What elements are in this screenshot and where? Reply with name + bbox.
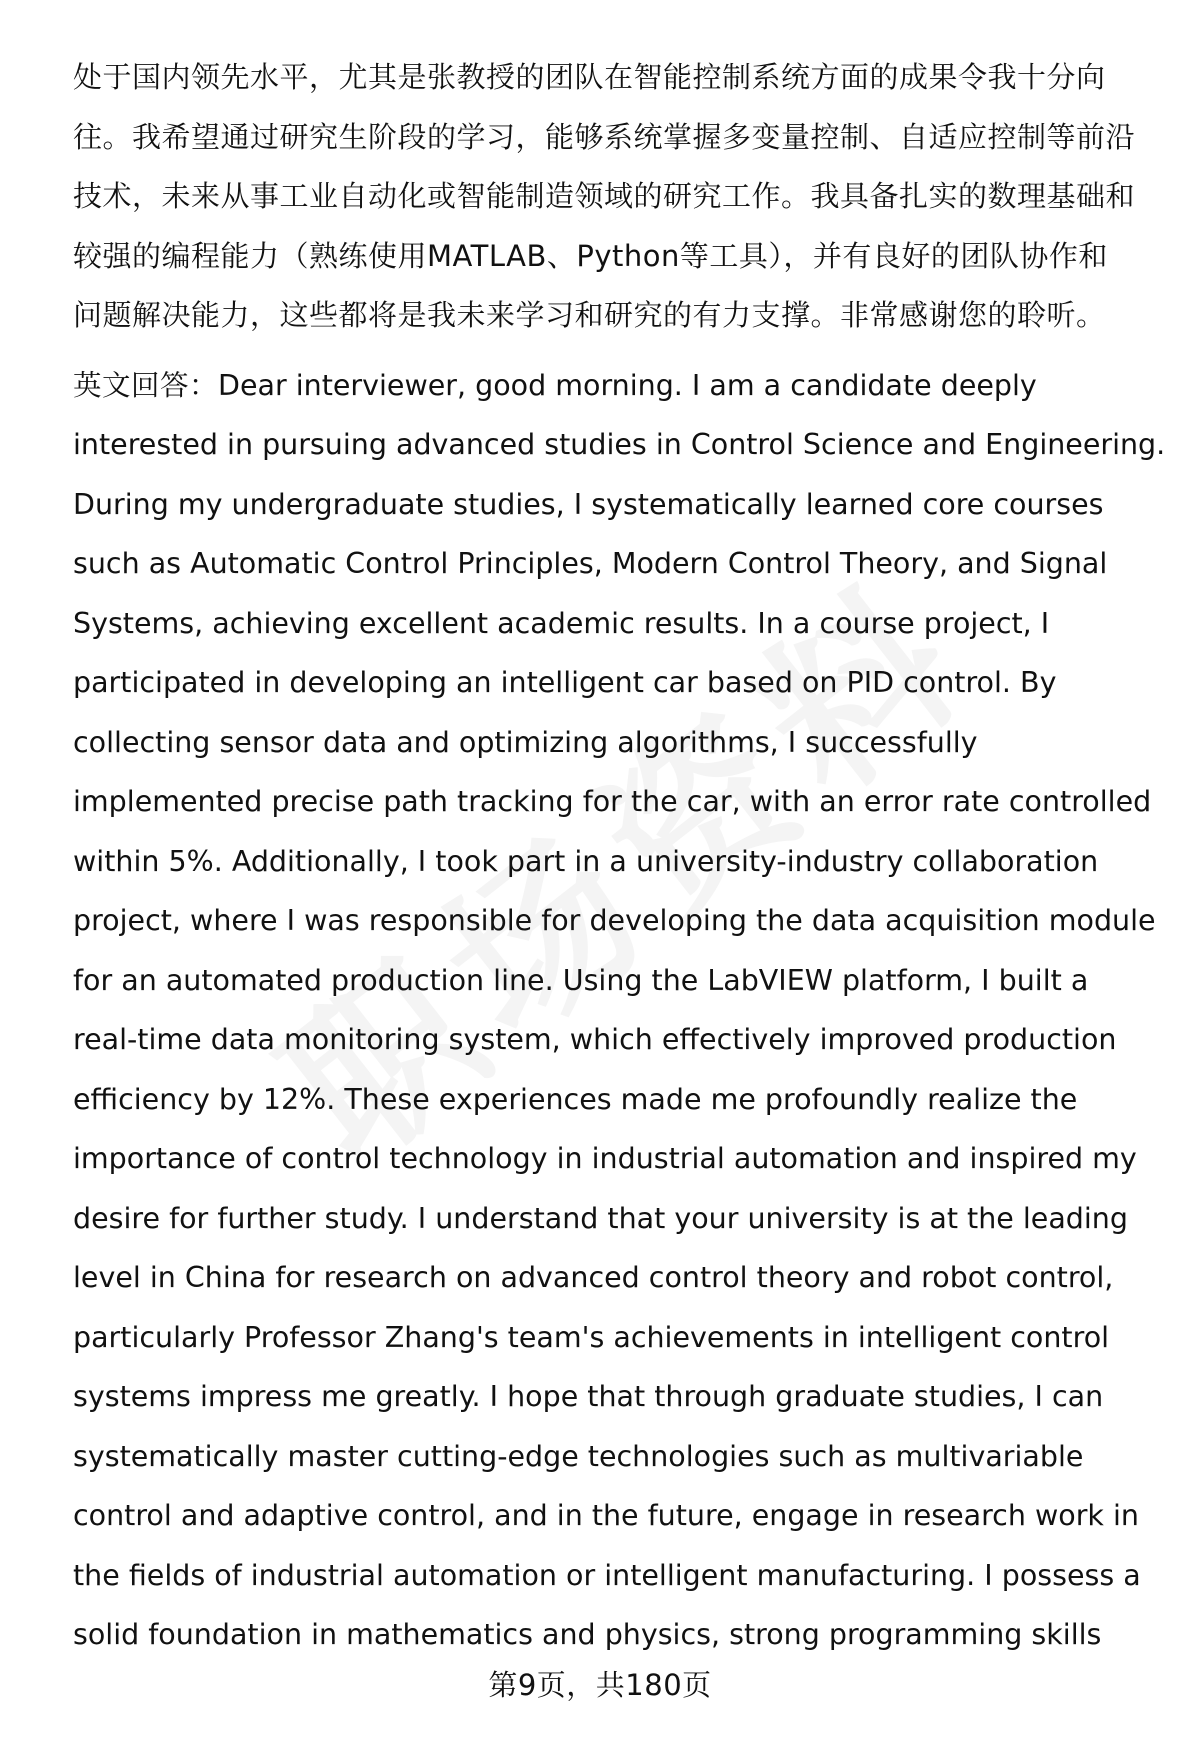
text-line: real-time data monitoring system, which effectively improved production (73, 1023, 1117, 1056)
text-line: During my undergraduate studies, I systematically learned core courses (73, 487, 1104, 521)
english-answer-label: 英文回答： (73, 368, 219, 402)
chinese-answer-paragraph (73, 48, 1173, 346)
text-line: for an automated production line. Using the LabVIEW platform, I built a (73, 963, 1089, 997)
text-line: importance of control technology in industrial automation and inspired my (73, 1142, 1137, 1175)
text-line: solid foundation in mathematics and physics, strong programming skills (73, 1618, 1102, 1651)
text-line: 处于国内领先水平，尤其是张教授的团队在智能控制系统方面的成果令我十分向 (73, 60, 1106, 94)
text-line: implemented precise path tracking for the car, with an error rate controlled (73, 785, 1152, 818)
text-line: 较强的编程能力（熟练使用MATLAB、Python等工具），并有良好的团队协作和 (73, 238, 1108, 273)
text-line: the fields of industrial automation or intelligent manufacturing. I possess a (73, 1558, 1141, 1592)
text-line: desire for further study. I understand that your university is at the leading (73, 1201, 1128, 1235)
paragraph-gap (73, 346, 1173, 356)
text-line: 技术，未来从事工业自动化或智能制造领域的研究工作。我具备扎实的数理基础和 (73, 179, 1136, 213)
text-line: systematically master cutting-edge technologies such as multivariable (73, 1439, 1084, 1473)
english-answer-paragraph (73, 356, 1173, 1665)
text-line: project, where I was responsible for developing the data acquisition module (73, 904, 1156, 937)
text-line: such as Automatic Control Principles, Modern Control Theory, and Signal (73, 547, 1108, 580)
text-line: efficiency by 12%. These experiences made me profoundly realize the (73, 1082, 1078, 1116)
text-line: level in China for research on advanced control theory and robot control, (73, 1261, 1114, 1294)
text-line: participated in developing an intelligent car based on PID control. By (73, 666, 1057, 699)
text-line: particularly Professor Zhang's team's achievements in intelligent control (73, 1320, 1110, 1354)
text-line: systems impress me greatly. I hope that through graduate studies, I can (73, 1380, 1104, 1413)
page-footer: 第9页，共180页 (488, 1668, 712, 1702)
page-content (73, 48, 1173, 1665)
text-line: interested in pursuing advanced studies in Control Science and Engineering. (73, 428, 1166, 461)
text-line: Systems, achieving excellent academic results. In a course project, I (73, 606, 1050, 640)
english-first-line: Dear interviewer, good morning. I am a candidate deeply (218, 368, 1037, 402)
text-line: 往。我希望通过研究生阶段的学习，能够系统掌握多变量控制、自适应控制等前沿 (73, 119, 1136, 154)
text-line: 问题解决能力，这些都将是我未来学习和研究的有力支撑。非常感谢您的聆听。 (73, 298, 1106, 332)
text-line: control and adaptive control, and in the future, engage in research work in (73, 1499, 1139, 1532)
text-line: collecting sensor data and optimizing algorithms, I successfully (73, 725, 978, 759)
text-line (73, 356, 1173, 416)
text-line: within 5%. Additionally, I took part in a university-industry collaboration (73, 844, 1099, 878)
